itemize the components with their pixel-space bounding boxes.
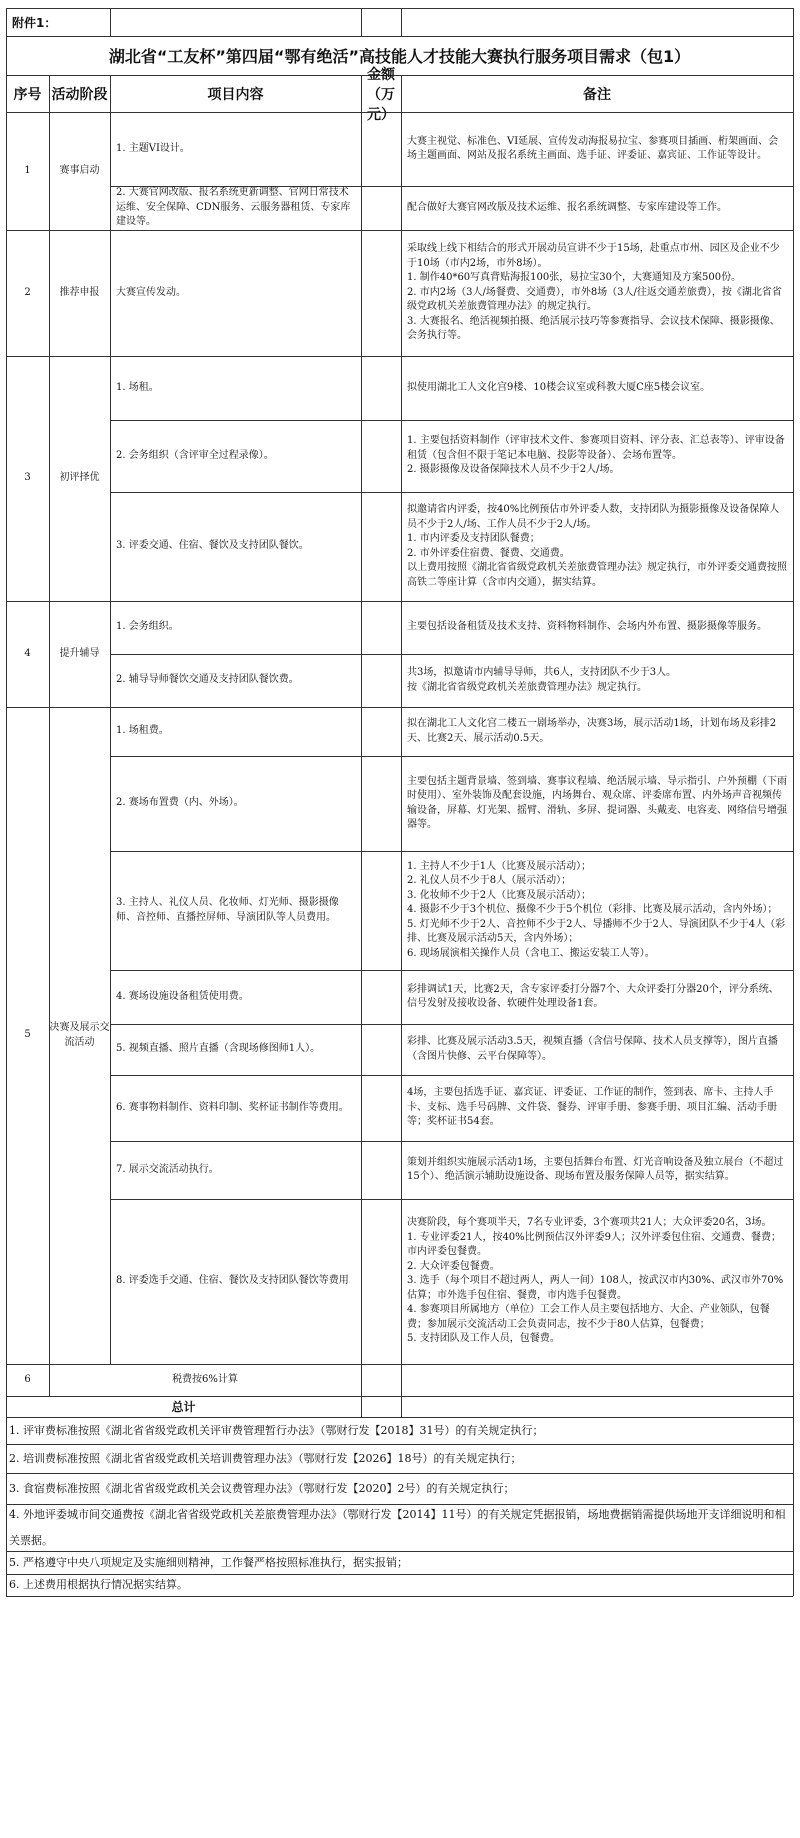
column-header-remark: [401, 75, 793, 112]
item-content-text: 3. 评委交通、住宿、餐饮及支持团队餐饮。: [116, 540, 309, 552]
group-seq: [6, 356, 49, 601]
item-content: [110, 230, 361, 356]
grid-line-v: [793, 112, 794, 1417]
item-amount: [361, 1024, 401, 1075]
item-content: [110, 970, 361, 1024]
group-stage: [49, 356, 110, 601]
item-amount: [361, 492, 401, 601]
item-amount: [361, 970, 401, 1024]
item-remark-text: 彩排调试1天，比赛2天，含专家评委打分器7个、大众评委打分器20个，评分系统、信号发射及接收设备、软硬件处理设备1套。: [407, 983, 779, 1009]
group-stage-text: 初评择优: [59, 472, 100, 484]
item-content: [110, 756, 361, 851]
grid-line-h: [6, 8, 793, 9]
footer-note: [6, 1551, 793, 1574]
item-amount: [361, 707, 401, 756]
footer-note-text: 5. 严格遵守中央八项规定及实施细则精神，工作餐严格按照标准执行，据实报销；: [9, 1555, 408, 1569]
grid-line-v: [6, 1417, 7, 1596]
item-content: [110, 420, 361, 492]
grid-line-v: [110, 75, 111, 112]
group-seq: [6, 601, 49, 707]
grid-line-v: [6, 36, 7, 75]
item-content: [110, 492, 361, 601]
item-remark: [401, 1141, 793, 1199]
footer-note: [6, 1444, 793, 1473]
grid-line-v: [793, 1417, 794, 1596]
item-amount: [361, 851, 401, 970]
item-content: [110, 654, 361, 707]
group-stage-text: 赛事启动: [59, 164, 100, 176]
item-content: [110, 707, 361, 756]
footer-note-text: 4. 外地评委城市间交通费按《湖北省省级党政机关差旅费管理办法》（鄂财行发【2014】11号）的有关规定凭据报销，场地费据销需提供场地开支详细说明和相关票据。: [9, 1507, 786, 1547]
grid-line-v: [6, 112, 7, 1417]
item-content-text: 3. 主持人、礼仪人员、化妆师、灯光师、摄影摄像师、音控师、直播控屏师、导演团队等人员费用。: [116, 897, 339, 923]
item-remark: [401, 756, 793, 851]
group-seq-text: 6: [24, 1373, 31, 1385]
column-header-remark-text: 备注: [583, 86, 611, 103]
column-header-amount-text: 金额 （万元）: [367, 66, 395, 123]
document-page: [6, 8, 793, 1596]
item-content: [110, 1199, 361, 1364]
column-header-content-text: 项目内容: [207, 86, 264, 103]
column-header-content: [110, 75, 361, 112]
grid-line-v: [401, 75, 402, 112]
total-label: [6, 1396, 361, 1417]
item-amount: [361, 186, 401, 230]
item-remark-text: 主要包括设备租赁及技术支持、资料物料制作、会场内外布置、摄影摄像等服务。: [407, 621, 767, 633]
item-remark: [401, 970, 793, 1024]
group-seq: [6, 230, 49, 356]
item-amount: [361, 1141, 401, 1199]
item-amount: [361, 1199, 401, 1364]
item-remark-text: 主要包括主题背景墙、签到墙、赛事议程墙、绝活展示墙、导示指引、户外预棚（下雨时使用）、室外装饰及配套设施，内场舞台、观众席、评委席布置、内外场声音视频传输设备，屏幕、灯光架、摇臂、滑轨、多屏、提词器、头戴麦、电容麦、网络信号增强器等。: [407, 775, 787, 830]
item-content-text: 2. 赛场布置费（内、外场）。: [116, 797, 244, 809]
column-header-amount: [361, 66, 401, 123]
item-remark-text: 配合做好大赛官网改版及技术运维、报名系统调整、专家库建设等工作。: [407, 201, 727, 213]
item-amount: [361, 356, 401, 420]
item-content-text: 6. 赛事物料制作、资料印制、奖杯证书制作等费用。: [116, 1101, 349, 1113]
group-seq-text: 4: [24, 647, 31, 659]
item-amount: [361, 230, 401, 356]
item-content-text: 大赛宣传发动。: [116, 286, 186, 298]
item-remark: [401, 186, 793, 230]
item-remark: [401, 492, 793, 601]
item-content: [110, 356, 361, 420]
grid-line-v: [49, 1364, 50, 1396]
item-remark: [401, 230, 793, 356]
item-content: [110, 112, 361, 186]
group-stage: [49, 601, 110, 707]
item-remark-text: 策划并组织实施展示活动1场，主要包括舞台布置、灯光音响设备及独立展台（不超过15个）、绝活演示辅助设施设备、现场布置及服务保障人员等，据实结算。: [407, 1156, 784, 1182]
footer-note-text: 2. 培训费标准按照《湖北省省级党政机关培训费管理办法》（鄂财行发【2026】18号）的有关规定执行；: [9, 1451, 522, 1465]
column-header-seq-text: 序号: [13, 86, 42, 103]
item-remark: [401, 356, 793, 420]
item-remark-text: 拟使用湖北工人文化宫9楼、10楼会议室或科教大厦C座5楼会议室。: [407, 381, 711, 393]
item-content-text: 8. 评委选手交通、住宿、餐饮及支持团队餐饮等费用: [116, 1275, 349, 1287]
group-stage: [49, 112, 110, 230]
item-remark: [401, 654, 793, 707]
item-amount: [361, 654, 401, 707]
grid-line-v: [49, 75, 50, 112]
footer-note-text: 3. 食宿费标准按照《湖北省省级党政机关会议费管理办法》（鄂财行发【2020】2号）的有关规定执行；: [9, 1481, 515, 1495]
footer-note: [6, 1417, 793, 1444]
item-remark-text: 彩排、比赛及展示活动3.5天，视频直播（含信号保障、技术人员支撑等），图片直播（含图片快修、云平台保障等）。: [407, 1036, 778, 1062]
grid-line-h: [6, 1596, 793, 1597]
annex-label-text: 附件1：: [12, 15, 57, 30]
item-remark: [401, 1199, 793, 1364]
grid-line-v: [401, 112, 402, 1417]
grid-line-v: [793, 75, 794, 112]
footer-note: [6, 1574, 793, 1596]
requirements-table: [6, 8, 793, 1596]
item-remark-text: 拟邀请省内评委，按40%比例预估市外评委人数，支持团队为摄影摄像及设备保障人员不少于2人/场、工作人员不少于2人/场。 1. 市内评委及支持团队餐费； 2. 市外评委住宿费、餐费、交通费。 以上费用按照《湖北省省级党政机关差旅费管理办法》规定执行，市外评委交通费按照高铁二等座计算（含市内交通），据实结算。: [407, 504, 787, 588]
item-remark-text: 1. 主持人不少于1人（比赛及展示活动）； 2. 礼仪人员不少于8人（展示活动）； 3. 化妆师不少于2人（比赛及展示活动）； 4. 摄影不少于3个机位、摄像不少于5个机位（彩排、比赛及展示活动，含内外场）； 5. 灯光师不少于2人、音控师不少于2人、导播师不少于2人、导演团队不少于4人（彩排、比赛及展示活动5天，含内外场）； 6. 现场展演相关操作人员（含电工、搬运安装工人等）。: [407, 860, 786, 959]
tax-note-text: 税费按6%计算: [172, 1373, 238, 1385]
group-seq-text: 1: [24, 164, 31, 176]
item-amount: [361, 756, 401, 851]
group-seq-text: 2: [24, 286, 31, 298]
grid-line-v: [110, 112, 111, 1364]
group-seq: [6, 707, 49, 1364]
column-header-stage-text: 活动阶段: [51, 86, 108, 103]
group-stage: [49, 707, 110, 1364]
item-remark-text: 拟在湖北工人文化宫二楼五一剧场举办，决赛3场，展示活动1场，计划布场及彩排2天、比赛2天、展示活动0.5天。: [407, 718, 777, 744]
grid-line-v: [793, 8, 794, 36]
footer-note-text: 1. 评审费标准按照《湖北省省级党政机关评审费管理暂行办法》（鄂财行发【2018】31号）的有关规定执行；: [9, 1423, 544, 1437]
item-remark-text: 共3场，拟邀请市内辅导导师，共6人，支持团队不少于3人。 按《湖北省省级党政机关差旅费管理办法》规定执行。: [407, 667, 677, 693]
item-remark-text: 决赛阶段，每个赛项半天，7名专业评委，3个赛项共21人；大众评委20名，3场。 1. 专业评委21人，按40%比例预估汉外评委9人；汉外评委包住宿、交通费、餐费；市内评委包餐费。 2. 大众评委包餐费。 3. 选手（每个项目不超过两人，两人一间）108人，按武汉市内30%、武汉市外70%估算；市外选手包住宿、餐费，市内选手包餐费。 4. 参赛项目所属地方（单位）工会工作人员主要包括地方、大企、产业领队，包餐费；参加展示交流活动工会负责同志，按不少于80人估算，包餐费； 5. 支持团队及工作人员，包餐费。: [407, 1217, 784, 1345]
grid-line-v: [793, 36, 794, 75]
item-amount: [361, 601, 401, 654]
item-content-text: 1. 场租费。: [116, 725, 169, 737]
group-stage-text: 提升辅导: [59, 647, 100, 659]
column-header-seq: [6, 75, 49, 112]
item-content-text: 7. 展示交流活动执行。: [116, 1163, 219, 1175]
grid-line-v: [361, 8, 362, 36]
footer-note-text: 6. 上述费用根据执行情况据实结算。: [9, 1578, 188, 1591]
item-remark-text: 1. 主要包括资料制作（评审技术文件、参赛项目资料、评分表、汇总表等）、评审设备租赁（包含但不限于笔记本电脑、投影等设备）、会场布置等。 2. 摄影摄像及设备保障技术人员不少于2人/场。: [407, 435, 785, 476]
item-remark: [401, 112, 793, 186]
document-title-text: 湖北省“工友杯”第四届“鄂有绝活”高技能人才技能大赛执行服务项目需求（包1）: [108, 47, 691, 66]
tax-note: [49, 1364, 361, 1396]
item-content-text: 2. 辅导导师餐饮交通及支持团队餐饮费。: [116, 674, 299, 686]
grid-line-v: [49, 112, 50, 1364]
grid-line-v: [6, 75, 7, 112]
item-content: [110, 851, 361, 970]
item-amount: [361, 112, 401, 186]
grid-line-v: [401, 8, 402, 36]
item-content-text: 5. 视频直播、照片直播（含现场修图师1人）。: [116, 1043, 321, 1055]
item-remark: [401, 601, 793, 654]
footer-note: [6, 1473, 793, 1504]
group-seq: [6, 1364, 49, 1396]
item-remark-text: 大赛主视觉、标准色、VI延展、宣传发动海报易拉宝、参赛项目插画、桁架画面、会场主题画面、网站及报名系统主画面、选手证、评委证、嘉宾证、工作证等设计。: [407, 135, 779, 161]
item-content: [110, 1024, 361, 1075]
item-content-text: 1. 会务组织。: [116, 621, 179, 633]
group-seq-text: 3: [24, 472, 31, 484]
grid-line-v: [6, 8, 7, 36]
item-remark: [401, 1024, 793, 1075]
grid-line-v: [361, 112, 362, 1417]
item-content: [110, 186, 361, 230]
item-content: [110, 601, 361, 654]
item-remark-text: 采取线上线下相结合的形式开展动员宣讲不少于15场，赴重点市州、园区及企业不少于10场（市内2场，市外8场）。 1. 制作40*60写真背贴海报100张，易拉宝30个，大赛通知及方案500份。 2. 市内2场（3人/场餐费、交通费），市外8场（3人/往返交通差旅费），按《湖北省省级党政机关差旅费管理办法》的规定执行。 3. 大赛报名、绝活视频拍摄、绝活展示技巧等参赛指导、会议技术保障、摄影摄像、会务执行等。: [407, 243, 782, 342]
item-remark: [401, 851, 793, 970]
column-header-stage: [49, 75, 110, 112]
annex-label: [6, 8, 110, 36]
grid-line-v: [361, 75, 362, 112]
group-stage-text: 决赛及展示交 流活动: [49, 1022, 110, 1048]
group-stage: [49, 230, 110, 356]
item-content-text: 2. 会务组织（含评审全过程录像）。: [116, 449, 274, 461]
item-amount: [361, 1075, 401, 1141]
item-content: [110, 1141, 361, 1199]
group-seq: [6, 112, 49, 230]
item-content-text: 2. 大赛官网改版、报名系统更新调整、官网日常技术运维、安全保障、CDN服务、云服务器租赁、专家库建设等。: [116, 187, 351, 228]
item-remark-text: 4场，主要包括选手证、嘉宾证、评委证、工作证的制作，签到表、席卡、主持人手卡、支标、选手号码牌、文件袋、餐券、评审手册、参赛手册、项目汇编、活动手册等；奖杯证书54套。: [407, 1087, 777, 1128]
group-seq-text: 5: [24, 1029, 31, 1041]
grid-line-v: [110, 8, 111, 36]
group-stage-text: 推荐申报: [59, 286, 100, 298]
item-content-text: 1. 主题VI设计。: [116, 142, 190, 154]
item-content-text: 4. 赛场设施设备租赁使用费。: [116, 990, 249, 1002]
item-remark: [401, 420, 793, 492]
item-amount: [361, 420, 401, 492]
item-remark: [401, 707, 793, 756]
item-content-text: 1. 场租。: [116, 381, 159, 393]
item-content: [110, 1075, 361, 1141]
total-label-text: 总计: [171, 1400, 196, 1414]
footer-note: [6, 1504, 793, 1551]
item-remark: [401, 1075, 793, 1141]
